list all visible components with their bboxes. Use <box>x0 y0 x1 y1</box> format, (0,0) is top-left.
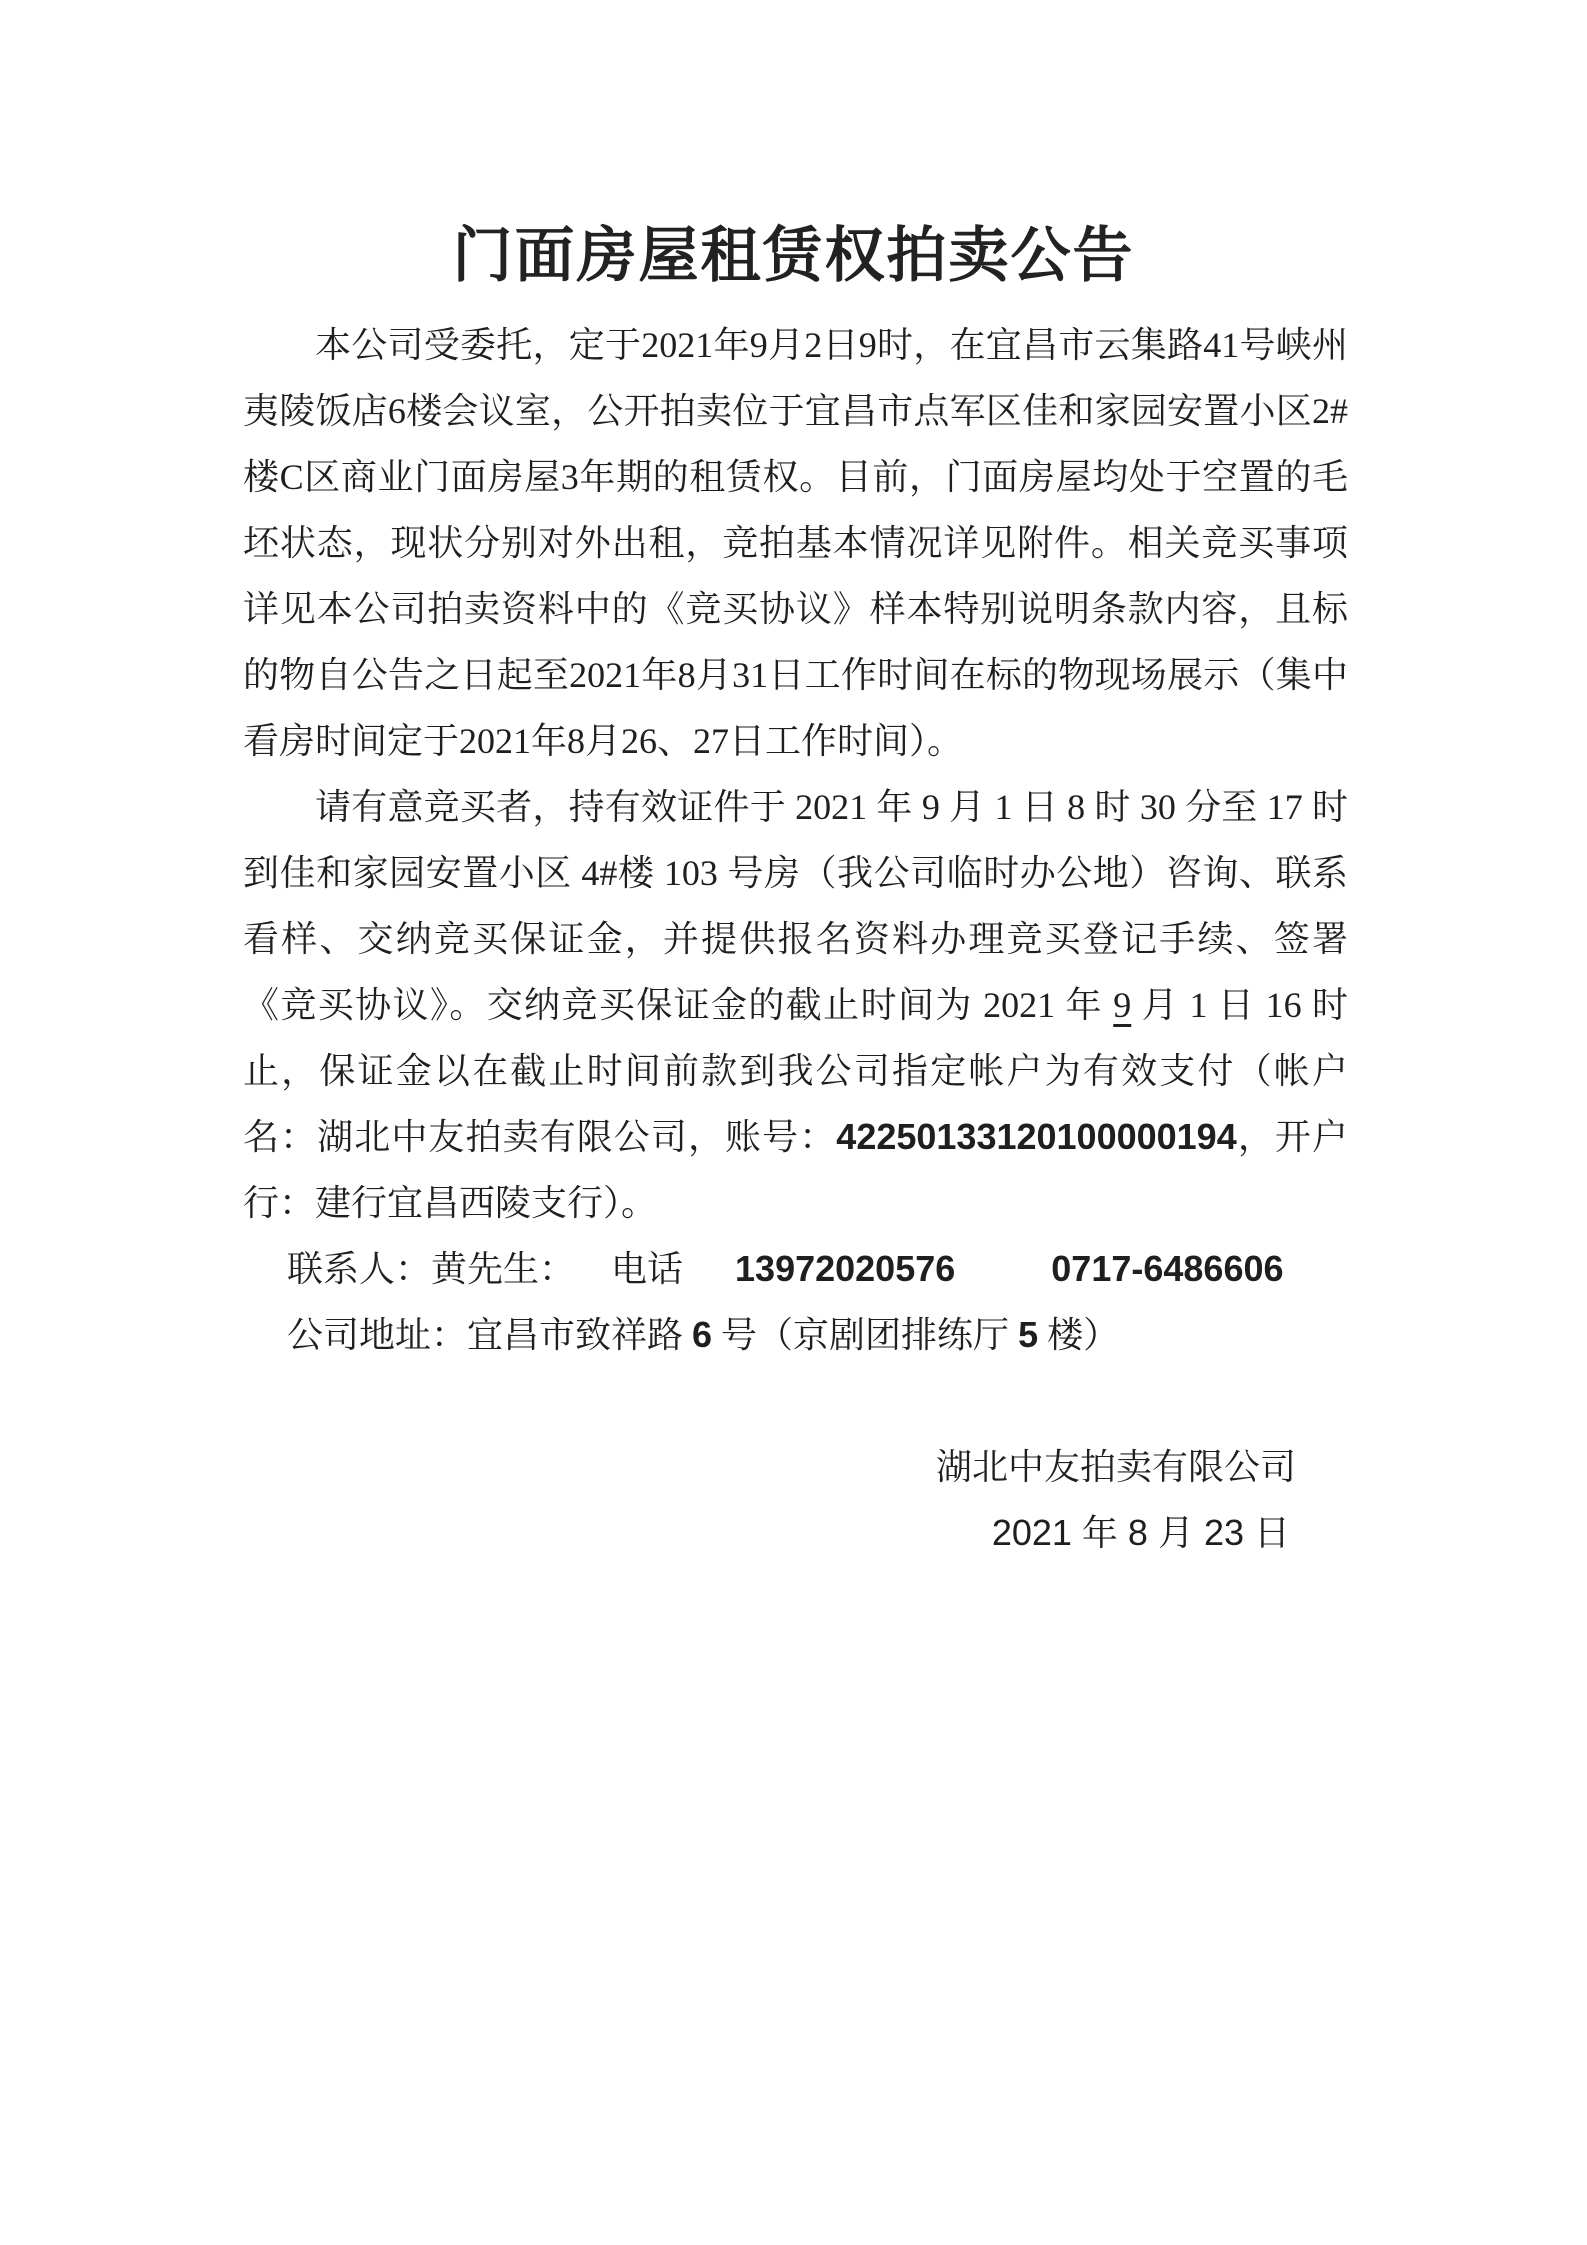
landline-phone-number: 0717-6486606 <box>1051 1248 1284 1289</box>
address-end: 楼） <box>1038 1315 1120 1355</box>
contact-person-label: 联系人：黄先生： <box>287 1249 576 1289</box>
signature-company-name: 湖北中友拍卖有限公司 <box>935 1447 1296 1487</box>
document-body <box>243 312 1348 1566</box>
blank-spacer <box>243 1368 1348 1434</box>
underlined-month-number: 9 <box>1113 985 1132 1025</box>
address-middle: 号（京剧团排练厅 <box>712 1315 1019 1355</box>
street-number: 6 <box>692 1314 713 1355</box>
paragraph-auction-details: 本公司受委托，定于2021年9月2日9时，在宜昌市云集路41号峡州夷陵饭店6楼会议室，公开拍卖位于宜昌市点军区佳和家园安置小区2#楼C区商业门面房屋3年期的租赁权。目前，门面房屋均处于空置的毛坯状态，现状分别对外出租，竞拍基本情况详见附件。相关竞买事项详见本公司拍卖资料中的《竞买协议》样本特别说明条款内容，且标的物自公告之日起至2021年8月31日工作时间在标的物现场展示（集中看房时间定于2021年8月26、27日工作时间）。 <box>243 325 1348 761</box>
bidding-text-2: 月 1 日 16 时止，保证金以在截止时间前款到我公司指定帐户为有效支付（帐户名：湖北中友拍卖有限公司，账号： <box>243 985 1348 1157</box>
bidding-text-1: 请有意竞买者，持有效证件于 2021 年 9 月 1 日 8 时 30 分至 17 时到佳和家园安置小区 4#楼 103 号房（我公司临时办公地）咨询、联系看样、交纳竞买保证金，并提供报名资料办理竞买登记手续、签署《竞买协议》。交纳竞买保证金的截止时间为 2021 年 <box>243 787 1348 1025</box>
bank-account-number: 42250133120100000194 <box>836 1116 1237 1157</box>
paragraph-bidding-instructions <box>243 774 1348 1236</box>
mobile-phone-number: 13972020576 <box>735 1248 956 1289</box>
phone-label: 电话 <box>611 1249 684 1289</box>
page-title: 门面房屋租赁权拍卖公告 <box>452 223 1135 289</box>
floor-number: 5 <box>1018 1314 1039 1355</box>
signature-date: 2021 年 8 月 23 日 <box>991 1512 1290 1553</box>
company-address-line <box>243 1302 1348 1368</box>
address-label: 公司地址：宜昌市致祥路 <box>287 1315 693 1355</box>
contact-line <box>243 1236 1348 1302</box>
bidding-text-3: ，开户行：建行宜昌西陵支行）。 <box>243 1117 1348 1223</box>
